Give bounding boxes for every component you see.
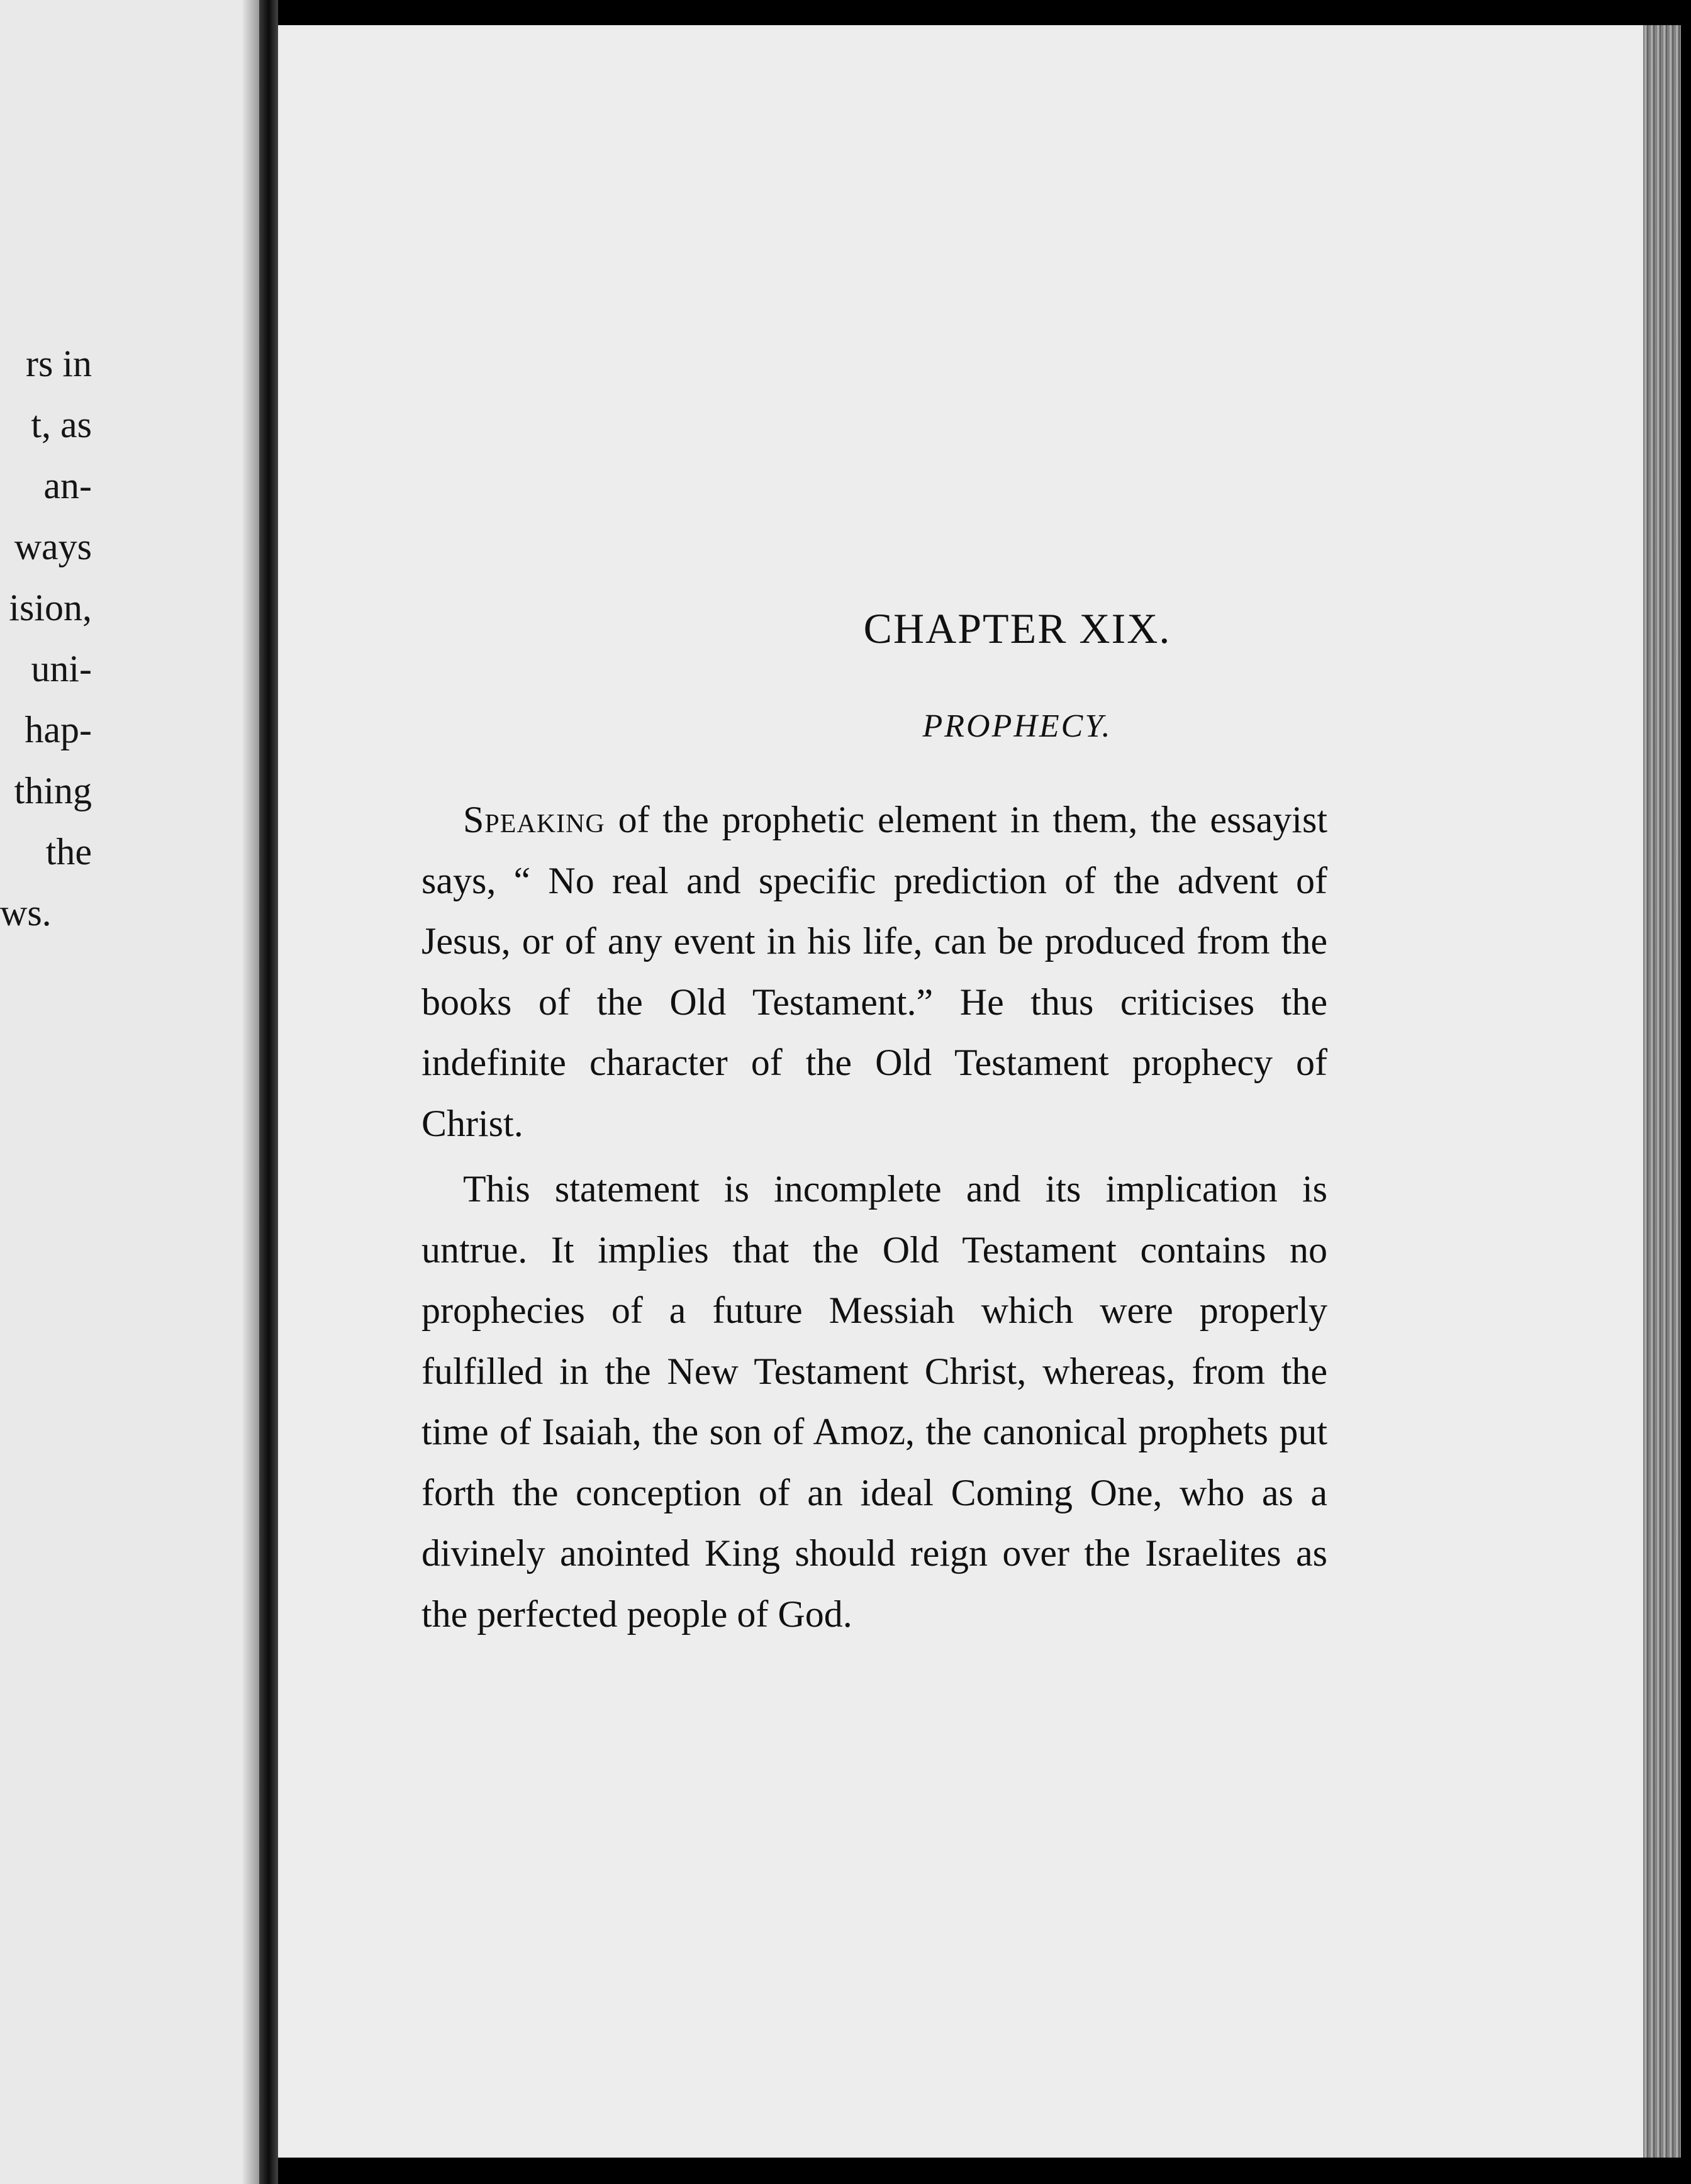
paragraph-text: This statement is incomplete and its implication is untrue. It implies that the Old Testament contains no prophecies of a future Messiah which were properly fulfilled in the New Testament Christ, whereas, from the time of Isaiah, the son of Amoz, the canonical prophets put forth the conception of an ideal Coming One, who as a divinely anointed King should reign over the Israelites as the perfected people of God. (421, 1168, 1327, 1635)
body-text (421, 789, 1327, 1649)
left-line-fragment: the (45, 831, 92, 872)
paragraph-text: of the prophetic element in them, the essayist says, “ No real and specific prediction of the advent of Jesus, or of any event in his life, can be produced from the books of the Old Testament.” He thus criticises the indefinite character of the Old Testament prophecy of Christ. (421, 799, 1327, 1144)
left-line-fragment: thing (14, 770, 92, 811)
paragraph (421, 1159, 1327, 1644)
book-gutter (259, 0, 278, 2184)
left-line-fragment: ways (14, 526, 92, 567)
left-page-text-fragments (0, 333, 92, 944)
section-title: PROPHECY. (922, 708, 1112, 744)
chapter-title: CHAPTER XIX. (863, 604, 1171, 652)
left-line-fragment: t, as (31, 404, 92, 445)
left-line-fragment: an- (43, 465, 92, 506)
left-page (0, 0, 259, 2184)
page-block-edges (1643, 25, 1681, 2158)
left-line-fragment: ision, (9, 587, 92, 628)
left-page-edge-shadow (243, 0, 259, 2184)
left-line-fragment: uni- (31, 648, 92, 689)
right-page (278, 25, 1643, 2158)
left-line-fragment: hap- (25, 709, 92, 750)
left-line-fragment: rs in (26, 343, 92, 384)
left-line-fragment: ws. (0, 892, 52, 933)
paragraph (421, 789, 1327, 1154)
paragraph-lead-word: Speaking (463, 799, 605, 840)
